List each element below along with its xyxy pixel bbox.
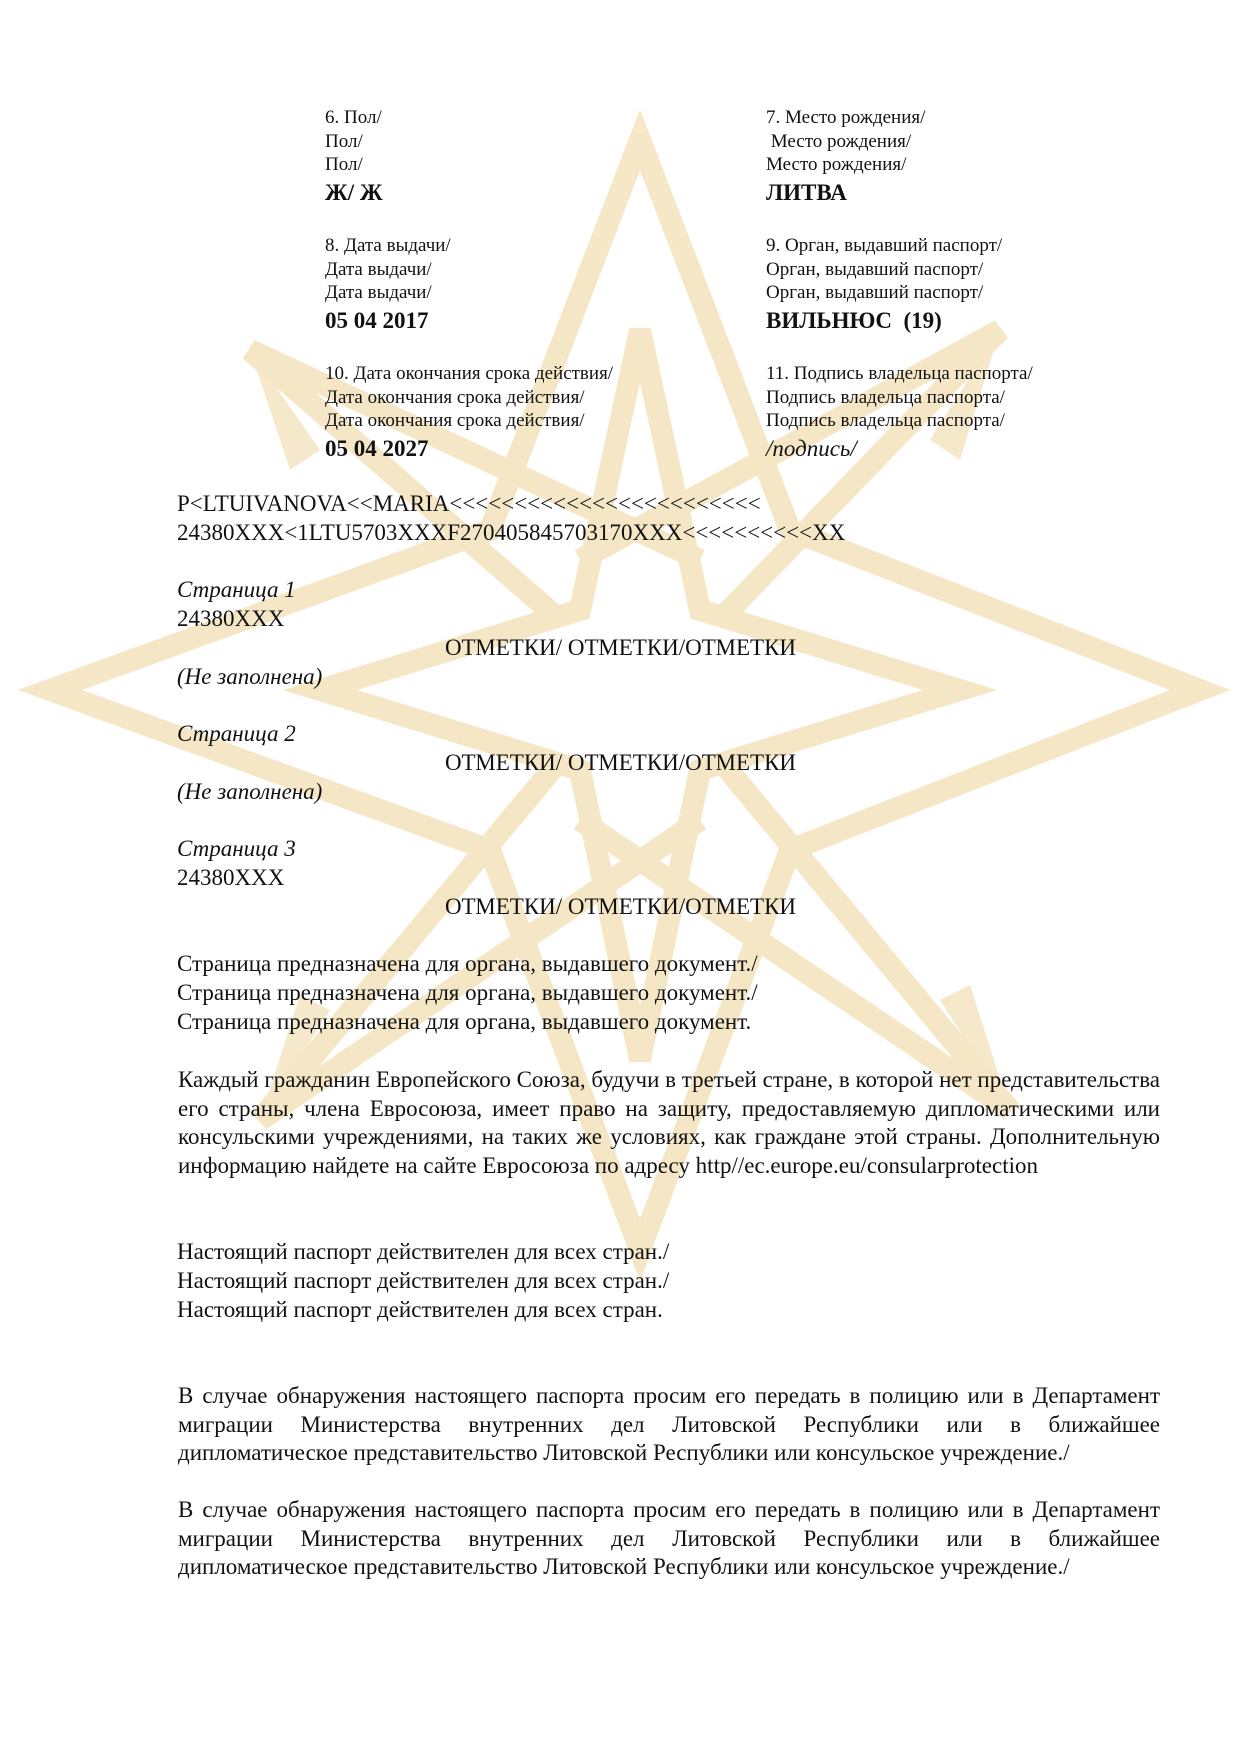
- field-issue-date: [325, 234, 451, 335]
- marks-heading: ОТМЕТКИ/ ОТМЕТКИ/ОТМЕТКИ: [444, 750, 797, 775]
- field-label: 11. Подпись владельца паспорта/: [766, 363, 1033, 384]
- validity-line: Настоящий паспорт действителен для всех стран./: [177, 1239, 670, 1264]
- mrz-line-1: P<LTUIVANOVA<<MARIA<<<<<<<<<<<<<<<<<<<<<<<<: [177, 491, 761, 516]
- issuer-note-line: Страница предназначена для органа, выдавшего документ./: [177, 980, 758, 1005]
- field-label: Дата окончания срока действия/: [325, 386, 585, 408]
- field-expiry-date: [325, 362, 613, 463]
- found-passport-paragraph: В случае обнаружения настоящего паспорта просим его передать в полицию или в Департамент миграции Министерства внутренних дел Литовской Республики или в ближайшее дипломатическое представительство Литовской Республики или консульское учреждение./: [178, 1497, 1160, 1579]
- issuer-note-line: Страница предназначена для органа, выдавшего документ.: [177, 1009, 752, 1034]
- validity-line: Настоящий паспорт действителен для всех стран.: [177, 1297, 663, 1322]
- field-value: ВИЛЬНЮС (19): [766, 307, 942, 333]
- field-value: 05 04 2017: [325, 307, 429, 333]
- field-label: Место рождения/: [766, 154, 907, 175]
- field-label: 9. Орган, выдавший паспорт/: [766, 235, 1003, 256]
- page-number: 24380XXX: [177, 865, 285, 890]
- field-label: 10. Дата окончания срока действия/: [325, 363, 614, 384]
- marks-heading: ОТМЕТКИ/ ОТМЕТКИ/ОТМЕТКИ: [444, 894, 797, 919]
- field-label: Дата выдачи/: [325, 258, 432, 280]
- field-label: Пол/: [325, 154, 363, 175]
- validity-line: Настоящий паспорт действителен для всех стран./: [177, 1268, 670, 1293]
- field-label: Дата выдачи/: [325, 282, 432, 303]
- mrz-line-2: 24380XXX<1LTU5703XXXF270405845703170XXX<<<<<<<<<<XX: [177, 520, 846, 545]
- field-label: Пол/: [325, 130, 363, 152]
- field-label: 6. Пол/: [325, 107, 382, 128]
- field-authority: [766, 234, 1002, 335]
- page-note: (Не заполнена): [177, 779, 323, 804]
- field-signature: [766, 362, 1033, 463]
- field-label: Место рождения/: [766, 130, 912, 152]
- field-label: 8. Дата выдачи/: [325, 235, 451, 256]
- issuer-note-line: Страница предназначена для органа, выдавшего документ./: [177, 951, 758, 976]
- page-label: Страница 1: [177, 577, 296, 602]
- field-value: Ж/ Ж: [325, 179, 383, 205]
- field-label: Орган, выдавший паспорт/: [766, 258, 984, 280]
- field-label: Дата окончания срока действия/: [325, 410, 585, 431]
- field-value: ЛИТВА: [766, 179, 847, 205]
- page-label: Страница 3: [177, 836, 296, 861]
- field-label: Подпись владельца паспорта/: [766, 410, 1005, 431]
- marks-heading: ОТМЕТКИ/ ОТМЕТКИ/ОТМЕТКИ: [444, 635, 797, 660]
- field-label: 7. Место рождения/: [766, 107, 926, 128]
- field-label: Подпись владельца паспорта/: [766, 386, 1005, 408]
- eu-protection-paragraph: Каждый гражданин Европейского Союза, будучи в третьей стране, в которой нет представительства его страны, члена Евросоюза, имеет право на защиту, предоставляемую дипломатическими или консульскими учреждениями, на таких же условиях, как граждане этой страны. Дополнительную информацию найдете на сайте Евросоюза по адресу http//ec.europe.eu/consularprotection: [178, 1067, 1160, 1178]
- signature-value: /подпись/: [766, 435, 857, 461]
- found-passport-paragraph: В случае обнаружения настоящего паспорта просим его передать в полицию или в Департамент миграции Министерства внутренних дел Литовской Республики или в ближайшее дипломатическое представительство Литовской Республики или консульское учреждение./: [178, 1383, 1160, 1465]
- page-number: 24380XXX: [177, 606, 285, 631]
- field-label: Орган, выдавший паспорт/: [766, 282, 984, 303]
- page-note: (Не заполнена): [177, 664, 323, 689]
- page-label: Страница 2: [177, 721, 296, 746]
- field-value: 05 04 2027: [325, 435, 429, 461]
- field-birthplace: [766, 106, 925, 207]
- field-sex: [325, 106, 383, 207]
